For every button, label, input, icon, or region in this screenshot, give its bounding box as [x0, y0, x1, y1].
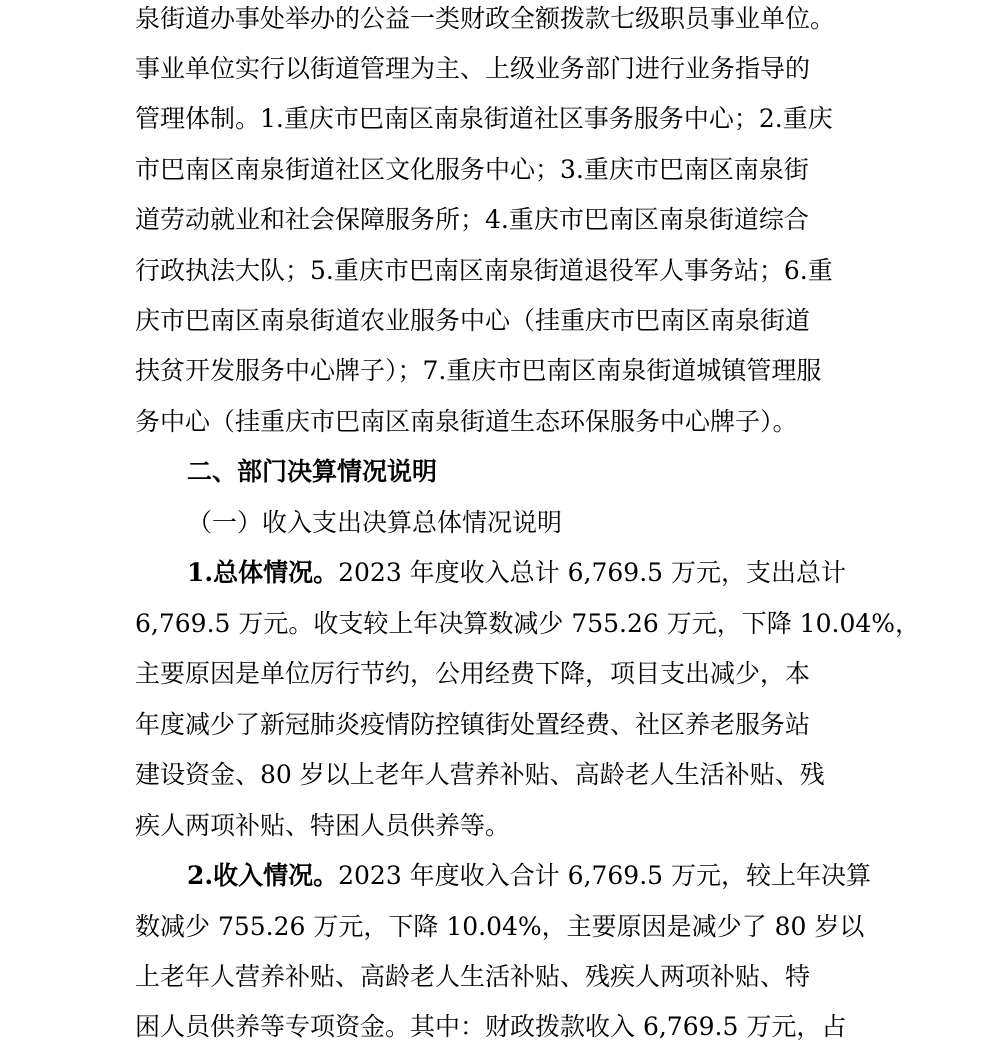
text-line: 道劳动就业和社会保障服务所；4.重庆市巴南区南泉街道综合 [135, 205, 809, 234]
text-line: 扶贫开发服务中心牌子）；7.重庆市巴南区南泉街道城镇管理服 [135, 356, 822, 385]
paragraph-lead: 2.收入情况。 [187, 861, 339, 890]
text-line: 上老年人营养补贴、高龄老人生活补贴、残疾人两项补贴、特 [135, 962, 811, 991]
paragraph-text: 2023 年度收入合计 6,769.5 万元，较上年决算 [338, 861, 871, 890]
subsection-heading: （一）收入支出决算总体情况说明 [187, 508, 563, 537]
section-heading: 二、部门决算情况说明 [187, 457, 438, 486]
paragraph-first-line [187, 558, 846, 588]
text-line: 主要原因是单位厉行节约，公用经费下降，项目支出减少，本 [135, 659, 811, 688]
text-line: 管理体制。1.重庆市巴南区南泉街道社区事务服务中心；2.重庆 [135, 104, 833, 133]
text-line: 6,769.5 万元。收支较上年决算数减少 755.26 万元，下降 10.04%， [135, 609, 921, 638]
paragraph-lead: 1.总体情况。 [187, 558, 339, 587]
text-line: 困人员供养等专项资金。其中：财政拨款收入 6,769.5 万元，占 [135, 1012, 847, 1041]
text-line: 年度减少了新冠肺炎疫情防控镇街处置经费、社区养老服务站 [135, 710, 811, 739]
paragraph-text: 2023 年度收入总计 6,769.5 万元，支出总计 [338, 558, 846, 587]
text-line: 建设资金、80 岁以上老年人营养补贴、高龄老人生活补贴、残 [135, 760, 825, 789]
text-line: 行政执法大队；5.重庆市巴南区南泉街道退役军人事务站；6.重 [135, 256, 833, 285]
paragraph-first-line [187, 861, 871, 891]
text-line: 务中心（挂重庆市巴南区南泉街道生态环保服务中心牌子）。 [135, 407, 798, 436]
text-line: 泉街道办事处举办的公益一类财政全额拨款七级职员事业单位。 [135, 4, 836, 33]
text-line: 疾人两项补贴、特困人员供养等。 [135, 811, 511, 840]
text-line: 庆市巴南区南泉街道农业服务中心（挂重庆市巴南区南泉街道 [135, 306, 811, 335]
text-line: 市巴南区南泉街道社区文化服务中心；3.重庆市巴南区南泉街 [135, 155, 809, 184]
text-line: 数减少 755.26 万元，下降 10.04%，主要原因是减少了 80 岁以 [135, 912, 865, 941]
text-line: 事业单位实行以街道管理为主、上级业务部门进行业务指导的 [135, 54, 811, 83]
